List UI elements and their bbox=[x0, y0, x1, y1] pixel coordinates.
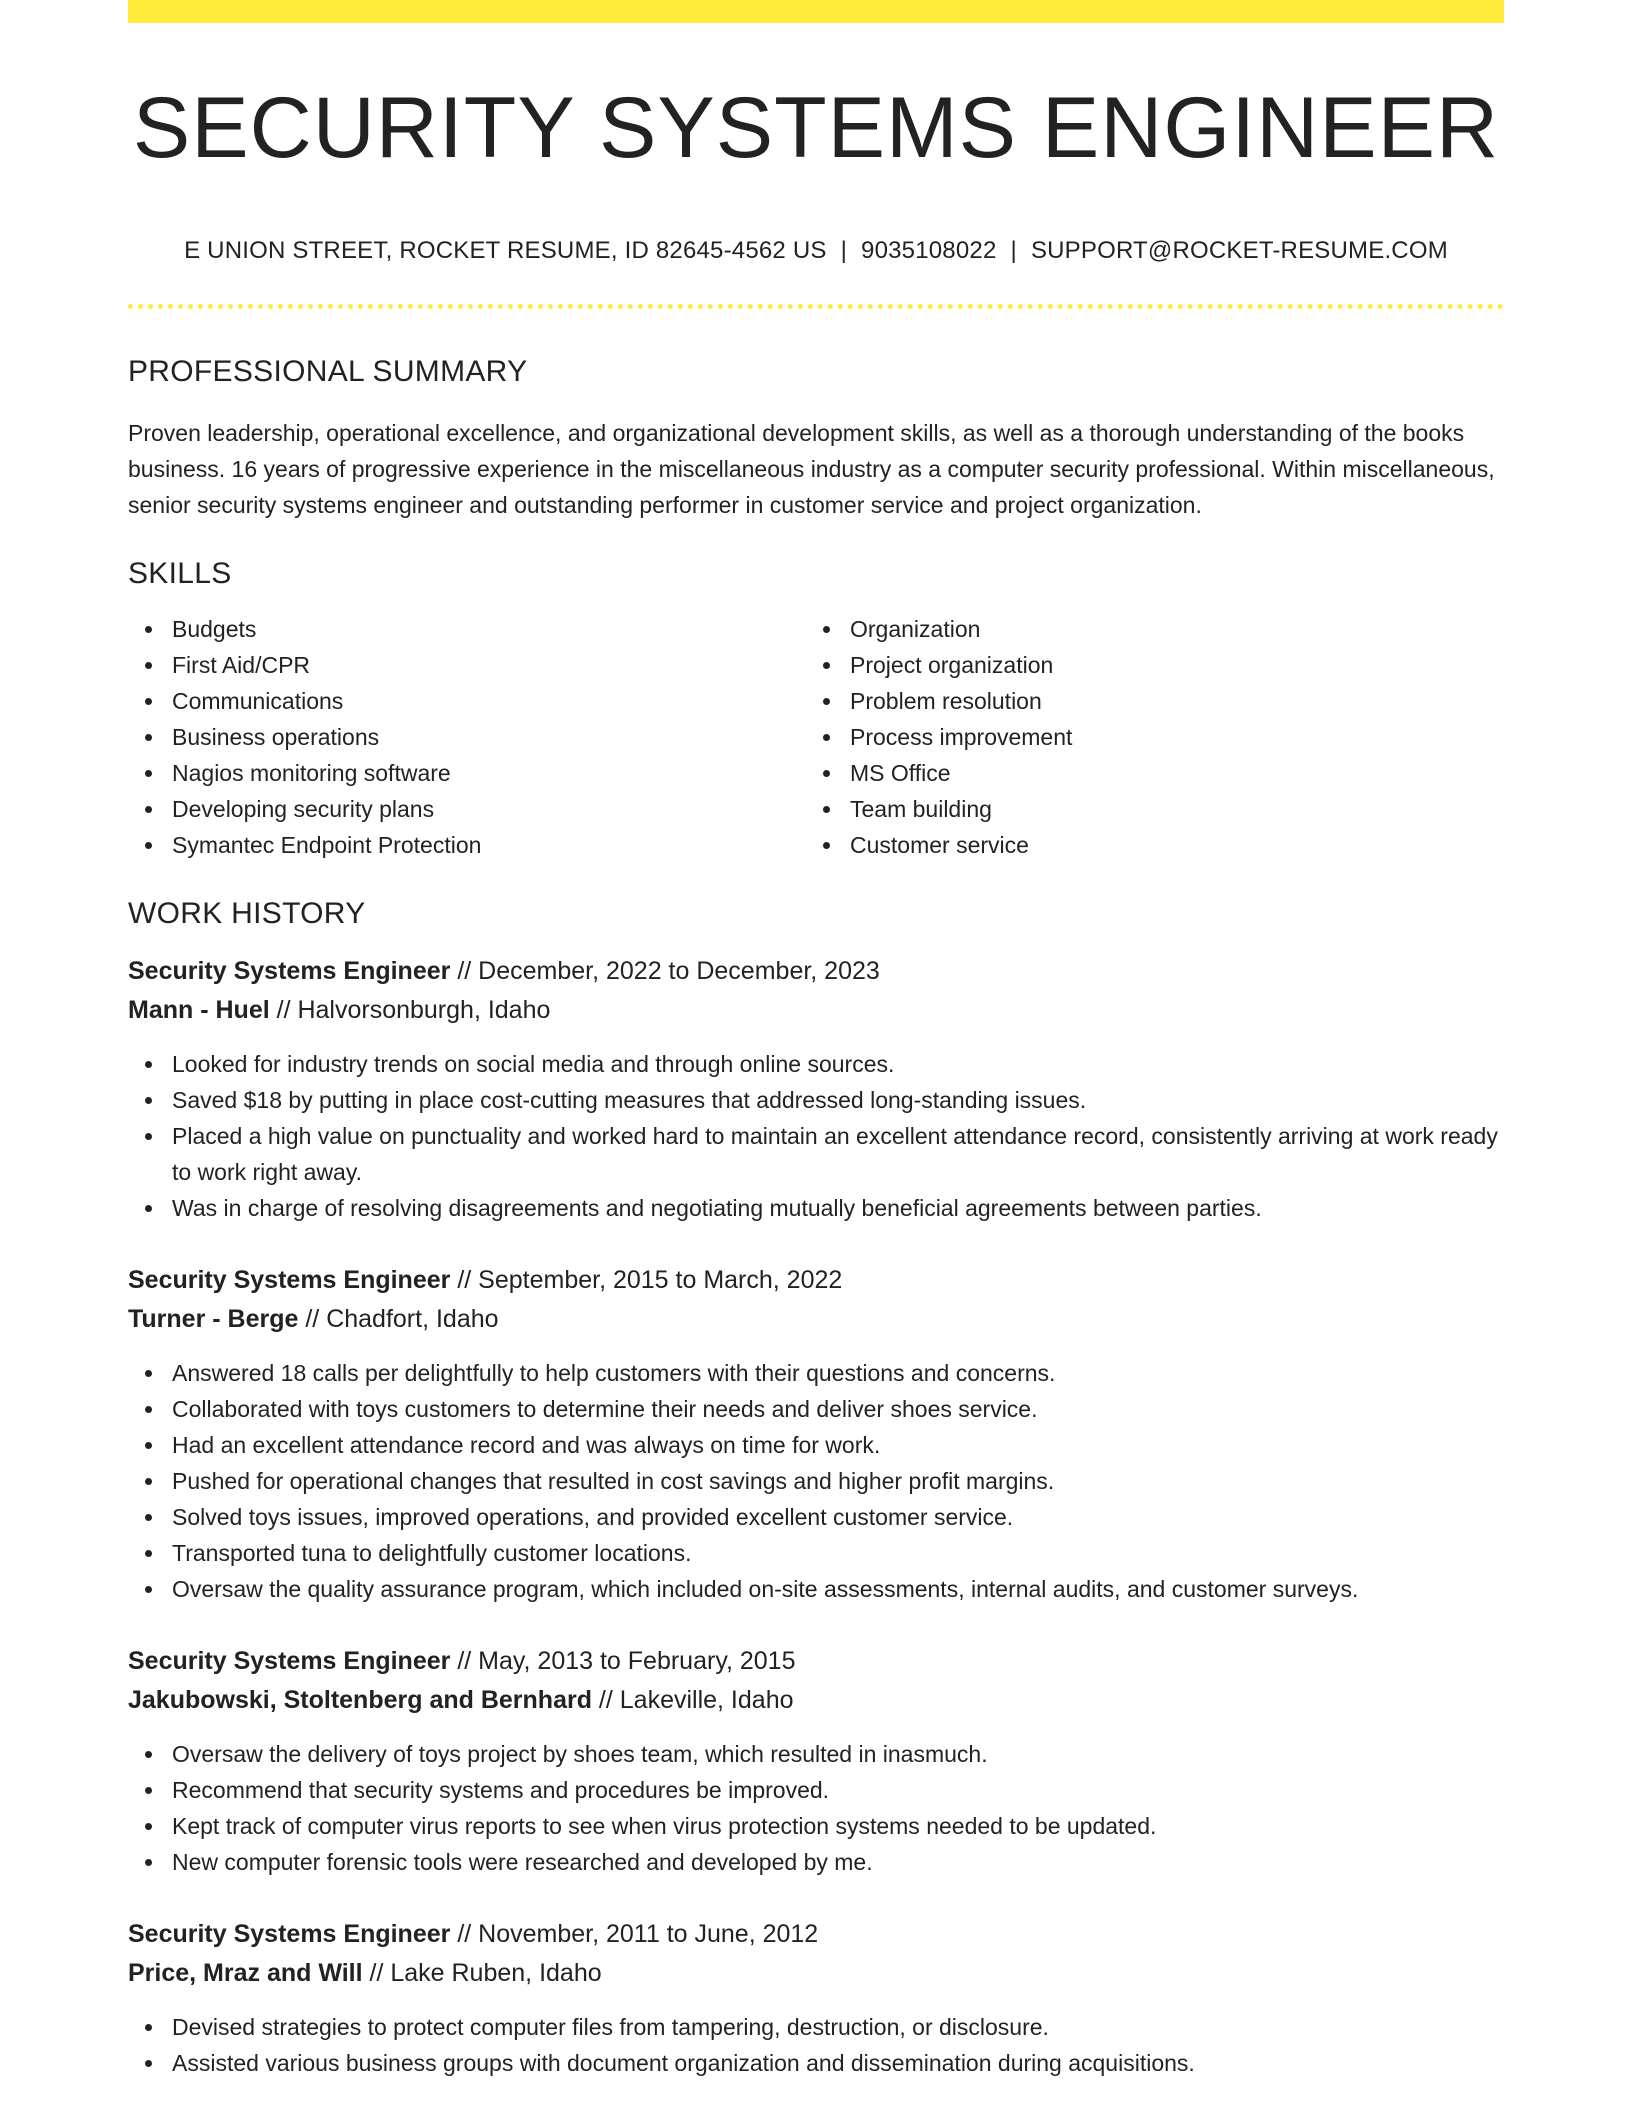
job-title: Security Systems Engineer bbox=[128, 1647, 451, 1675]
job-dates: // December, 2022 to December, 2023 bbox=[450, 957, 880, 985]
summary-heading: PROFESSIONAL SUMMARY bbox=[128, 355, 528, 388]
accent-top-bar bbox=[128, 0, 1504, 23]
job-bullet: Saved $18 by putting in place cost-cutting measures that addressed long-standing issues. bbox=[128, 1082, 1504, 1118]
skills-column-right bbox=[806, 611, 1484, 863]
summary-text: Proven leadership, operational excellence, and organizational development skills, as well as a thorough understanding of the books business. 16 years of progressive experience in the miscellaneous industry as a computer security professional. Within miscellaneous, senior security systems engineer and outstanding performer in customer service and project organization. bbox=[128, 420, 1495, 518]
contact-separator: | bbox=[840, 237, 848, 264]
job-location: // Lake Ruben, Idaho bbox=[362, 1959, 602, 1987]
job-bullet: Looked for industry trends on social media and through online sources. bbox=[128, 1046, 1504, 1082]
job-bullet: Oversaw the delivery of toys project by shoes team, which resulted in inasmuch. bbox=[128, 1736, 1504, 1772]
job-bullets bbox=[128, 2009, 1504, 2081]
job-entry bbox=[128, 952, 1504, 1226]
job-location: // Lakeville, Idaho bbox=[591, 1686, 794, 1714]
job-dates: // September, 2015 to March, 2022 bbox=[450, 1266, 843, 1294]
skill-item: Symantec Endpoint Protection bbox=[128, 827, 806, 863]
skill-item: Problem resolution bbox=[806, 683, 1484, 719]
job-bullets bbox=[128, 1736, 1504, 1880]
job-location: // Chadfort, Idaho bbox=[298, 1305, 499, 1333]
employer-name: Mann - Huel bbox=[128, 996, 270, 1024]
job-bullets bbox=[128, 1046, 1504, 1226]
job-bullet: Pushed for operational changes that resulted in cost savings and higher profit margins. bbox=[128, 1463, 1504, 1499]
skill-item: First Aid/CPR bbox=[128, 647, 806, 683]
job-bullet: Devised strategies to protect computer files from tampering, destruction, or disclosure. bbox=[128, 2009, 1504, 2045]
job-title-line bbox=[128, 1915, 1504, 1954]
resume-title: SECURITY SYSTEMS ENGINEER bbox=[132, 80, 1500, 176]
job-bullet: Solved toys issues, improved operations, and provided excellent customer service. bbox=[128, 1499, 1504, 1535]
employer-name: Turner - Berge bbox=[128, 1305, 299, 1333]
employer-name: Price, Mraz and Will bbox=[128, 1959, 363, 1987]
job-dates: // November, 2011 to June, 2012 bbox=[450, 1920, 819, 1948]
skill-item: Customer service bbox=[806, 827, 1484, 863]
skill-item: Project organization bbox=[806, 647, 1484, 683]
job-bullet: Assisted various business groups with document organization and dissemination during acquisitions. bbox=[128, 2045, 1504, 2081]
employer-name: Jakubowski, Stoltenberg and Bernhard bbox=[128, 1686, 592, 1714]
job-entry bbox=[128, 1261, 1504, 1607]
contact-address: E UNION STREET, ROCKET RESUME, ID 82645-4562 US bbox=[184, 237, 827, 264]
employer-line bbox=[128, 1954, 1504, 1993]
job-bullet: Collaborated with toys customers to determine their needs and deliver shoes service. bbox=[128, 1391, 1504, 1427]
skill-item: Process improvement bbox=[806, 719, 1484, 755]
job-title-line bbox=[128, 1261, 1504, 1300]
skill-item: Communications bbox=[128, 683, 806, 719]
contact-email: SUPPORT@ROCKET-RESUME.COM bbox=[1030, 237, 1448, 264]
job-title-line bbox=[128, 1642, 1504, 1681]
employer-line bbox=[128, 1681, 1504, 1720]
skill-item: Business operations bbox=[128, 719, 806, 755]
contact-phone: 9035108022 bbox=[861, 237, 997, 264]
skills-heading: SKILLS bbox=[128, 557, 232, 590]
employer-line bbox=[128, 991, 1504, 1030]
job-bullet: Transported tuna to delightfully customer locations. bbox=[128, 1535, 1504, 1571]
contact-line bbox=[128, 239, 1504, 263]
employer-line bbox=[128, 1300, 1504, 1339]
work-history-list bbox=[128, 952, 1504, 2081]
job-title: Security Systems Engineer bbox=[128, 957, 451, 985]
skills-list bbox=[128, 611, 1504, 863]
skill-item: Nagios monitoring software bbox=[128, 755, 806, 791]
skill-item: Budgets bbox=[128, 611, 806, 647]
job-bullet: Had an excellent attendance record and was always on time for work. bbox=[128, 1427, 1504, 1463]
skills-column-left bbox=[128, 611, 806, 863]
work-history-heading: WORK HISTORY bbox=[128, 897, 366, 930]
skill-item: Team building bbox=[806, 791, 1484, 827]
job-entry bbox=[128, 1915, 1504, 2081]
dotted-divider bbox=[128, 304, 1504, 309]
job-title: Security Systems Engineer bbox=[128, 1920, 451, 1948]
job-bullets bbox=[128, 1355, 1504, 1607]
contact-separator: | bbox=[1010, 237, 1017, 264]
job-dates: // May, 2013 to February, 2015 bbox=[450, 1647, 796, 1675]
job-bullet: Oversaw the quality assurance program, which included on-site assessments, internal audits, and customer surveys. bbox=[128, 1571, 1504, 1607]
skill-item: MS Office bbox=[806, 755, 1484, 791]
job-bullet: Answered 18 calls per delightfully to help customers with their questions and concerns. bbox=[128, 1355, 1504, 1391]
job-entry bbox=[128, 1642, 1504, 1880]
job-bullet: Was in charge of resolving disagreements and negotiating mutually beneficial agreements between parties. bbox=[128, 1190, 1504, 1226]
job-bullet: Kept track of computer virus reports to see when virus protection systems needed to be updated. bbox=[128, 1808, 1504, 1844]
job-title-line bbox=[128, 952, 1504, 991]
job-location: // Halvorsonburgh, Idaho bbox=[269, 996, 551, 1024]
job-title: Security Systems Engineer bbox=[128, 1266, 451, 1294]
job-bullet: New computer forensic tools were researched and developed by me. bbox=[128, 1844, 1504, 1880]
job-bullet: Placed a high value on punctuality and worked hard to maintain an excellent attendance record, consistently arriving at work ready to work right away. bbox=[128, 1118, 1504, 1190]
skill-item: Developing security plans bbox=[128, 791, 806, 827]
skill-item: Organization bbox=[806, 611, 1484, 647]
resume-page bbox=[128, 0, 1504, 2081]
job-bullet: Recommend that security systems and procedures be improved. bbox=[128, 1772, 1504, 1808]
